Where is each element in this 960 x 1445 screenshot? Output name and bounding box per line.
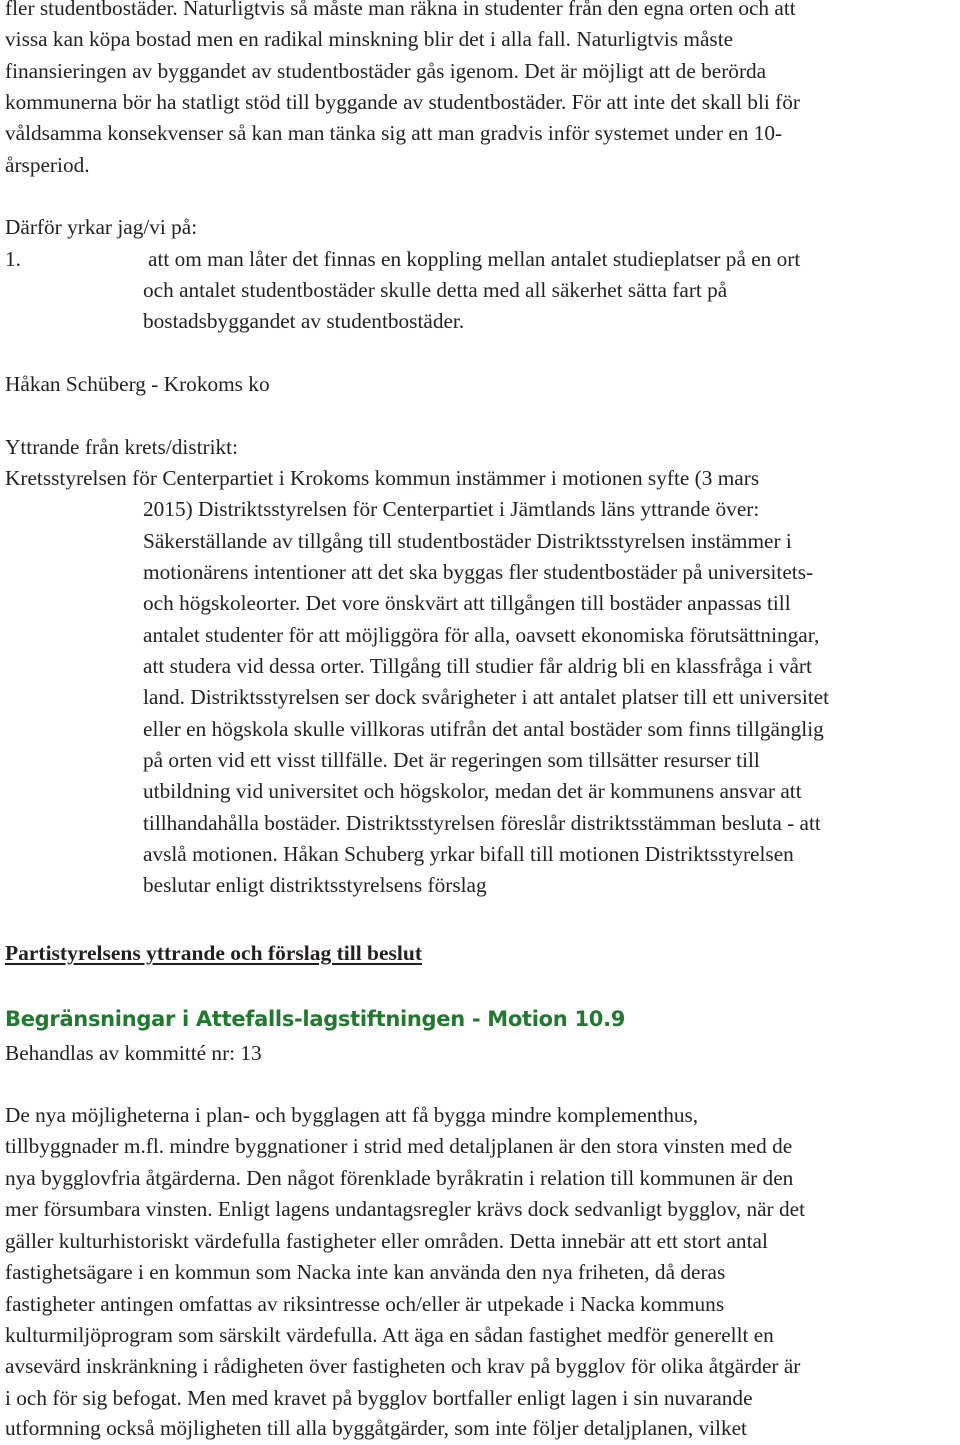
body-line: nya bygglovfria åtgärderna. Den något förenklade byråkratin i relation till kommunen är den	[5, 1166, 794, 1190]
yttrande-line: Säkerställande av tillgång till studentbostäder Distriktsstyrelsen instämmer i	[143, 529, 792, 553]
yrkar-heading: Därför yrkar jag/vi på:	[5, 215, 198, 239]
yttrande-line: land. Distriktsstyrelsen ser dock svårigheter i att antalet platser till ett universitet	[143, 685, 830, 709]
body-line: gäller kulturhistoriskt värdefulla fastigheter eller områden. Detta innebär att ett stort antal	[5, 1229, 768, 1253]
body-line: avsevärd inskränkning i rådigheten över fastigheten och krav på bygglov för olika åtgärder är	[5, 1354, 801, 1378]
yttrande-line: på orten vid ett visst tillfälle. Det är regeringen som tillsätter resurser till	[143, 748, 760, 772]
partistyrelse-heading: Partistyrelsens yttrande och förslag till beslut	[5, 941, 423, 965]
yttrande-line: eller en högskola skulle villkoras utifrån det antal bostäder som finns tillgänglig	[143, 717, 824, 741]
yttrande-heading: Yttrande från krets/distrikt:	[5, 435, 239, 459]
body-line: kulturmiljöprogram som särskilt värdefulla. Att äga en sådan fastighet medför generellt en	[5, 1323, 774, 1347]
body-line: fastighetsägare i en kommun som Nacka inte kan använda den nya friheten, då deras	[5, 1260, 726, 1284]
yttrande-line: Kretsstyrelsen för Centerpartiet i Krokoms kommun instämmer i motionen syfte (3 mars	[5, 466, 760, 490]
yttrande-line: avslå motionen. Håkan Schuberg yrkar bifall till motionen Distriktsstyrelsen	[143, 842, 794, 866]
intro-line: kommunerna bör ha statligt stöd till byggande av studentbostäder. För att inte det skall bli för	[5, 90, 800, 114]
body-line: fastigheter antingen omfattas av riksintresse och/eller är utpekade i Nacka kommuns	[5, 1292, 725, 1316]
yttrande-line: att studera vid dessa orter. Tillgång till studier får aldrig bli en klassfråga i vårt	[143, 654, 812, 678]
yttrande-line: utbildning vid universitet och högskolor, medan det är kommunens ansvar att	[143, 779, 802, 803]
yttrande-line: tillhandahålla bostäder. Distriktsstyrelsen föreslår distriktsstämman besluta - att	[143, 811, 821, 835]
yttrande-line: 2015) Distriktsstyrelsen för Centerpartiet i Jämtlands läns yttrande över:	[143, 497, 760, 521]
motion-title: Begränsningar i Attefalls-lagstiftningen - Motion 10.9	[5, 1007, 626, 1031]
intro-line: årsperiod.	[5, 153, 90, 177]
yttrande-line: och högskoleorter. Det vore önskvärt att tillgången till bostäder anpassas till	[143, 591, 791, 615]
intro-line: våldsamma konsekvenser så kan man tänka sig att man gradvis inför systemet under en 10-	[5, 121, 783, 145]
yrkande-number: 1.	[5, 247, 21, 271]
body-line: utformning också möjligheten till alla byggåtgärder, som inte följer detaljplanen, vilket	[5, 1416, 747, 1440]
intro-line: finansieringen av byggandet av studentbostäder gås igenom. Det är möjligt att de berörda	[5, 59, 767, 83]
yttrande-line: antalet studenter för att möjliggöra för alla, oavsett ekonomiska förutsättningar,	[143, 623, 820, 647]
yrkande-line: att om man låter det finnas en koppling mellan antalet studieplatser på en ort	[148, 247, 801, 271]
yrkande-line: och antalet studentbostäder skulle detta med all säkerhet sätta fart på	[143, 278, 728, 302]
body-line: tillbyggnader m.fl. mindre byggnationer i strid med detaljplanen är den stora vinsten med de	[5, 1134, 793, 1158]
intro-line: vissa kan köpa bostad men en radikal minskning blir det i alla fall. Naturligtvis måste	[5, 27, 734, 51]
yttrande-line: beslutar enligt distriktsstyrelsens förslag	[143, 873, 487, 897]
body-line: i och för sig befogat. Men med kravet på bygglov bortfaller enligt lagen i sin nuvarande	[5, 1386, 753, 1410]
body-line: mer försumbara vinsten. Enligt lagens undantagsregler krävs dock sedvanligt bygglov, när det	[5, 1197, 805, 1221]
committee-line: Behandlas av kommitté nr: 13	[5, 1041, 262, 1065]
intro-line: fler studentbostäder. Naturligtvis så måste man räkna in studenter från den egna orten och att	[5, 0, 796, 20]
body-line: De nya möjligheterna i plan- och bygglagen att få bygga mindre komplementhus,	[5, 1103, 699, 1127]
motion-author: Håkan Schüberg - Krokoms ko	[5, 372, 270, 396]
yttrande-line: motionärens intentioner att det ska byggas fler studentbostäder på universitets-	[143, 560, 814, 584]
yrkande-line: bostadsbyggandet av studentbostäder.	[143, 309, 465, 333]
